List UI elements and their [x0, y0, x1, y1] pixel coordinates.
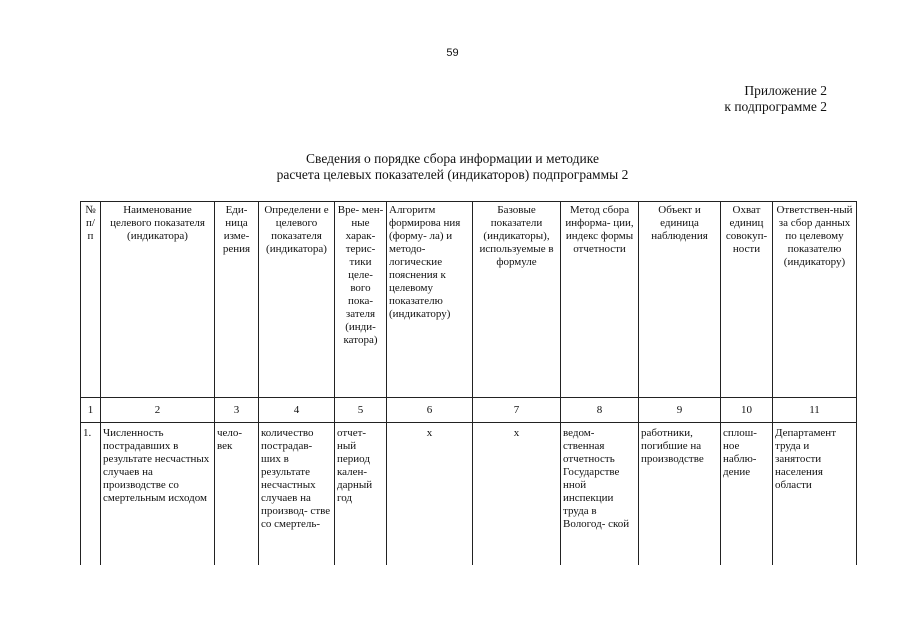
column-number: 10 — [721, 398, 773, 423]
column-number: 9 — [639, 398, 721, 423]
title-line-1: Сведения о порядке сбора информации и методике — [306, 151, 599, 166]
header-cell-method: Метод сбора информа- ции, индекс формы отчетности — [561, 202, 639, 398]
header-cell-name: Наименование целевого показателя (индикатора) — [101, 202, 215, 398]
indicator-time: отчет- ный период кален- дарный год — [335, 423, 387, 566]
column-number: 8 — [561, 398, 639, 423]
row-number: 1. — [81, 423, 101, 566]
column-number: 4 — [259, 398, 335, 423]
column-number: 6 — [387, 398, 473, 423]
indicators-table — [80, 201, 857, 565]
header-cell-definition: Определени е целевого показателя (индикатора) — [259, 202, 335, 398]
appendix-line-2: к подпрограмме 2 — [724, 99, 827, 114]
indicator-unit: чело- век — [215, 423, 259, 566]
column-number: 1 — [81, 398, 101, 423]
header-cell-coverage: Охват единиц совокуп- ности — [721, 202, 773, 398]
page-number: 59 — [446, 47, 459, 59]
column-number: 2 — [101, 398, 215, 423]
header-cell-algorithm: Алгоритм формирова ния (форму- ла) и методо- логические пояснения к целевому показателю (индикатору) — [387, 202, 473, 398]
indicator-method: ведом- ственная отчетность Государстве нной инспекции труда в Вологод- ской — [561, 423, 639, 566]
column-number: 3 — [215, 398, 259, 423]
indicator-algorithm: х — [387, 423, 473, 566]
header-cell-num: № п/ п — [81, 202, 101, 398]
title-line-2: расчета целевых показателей (индикаторов) подпрограммы 2 — [276, 167, 629, 182]
header-row — [81, 202, 857, 398]
indicator-object: работники, погибшие на производстве — [639, 423, 721, 566]
header-cell-time: Вре- мен- ные харак- терис- тики целе- вого пока- зателя (инди- катора) — [335, 202, 387, 398]
indicator-base: х — [473, 423, 561, 566]
column-number: 11 — [773, 398, 857, 423]
document-title — [0, 151, 905, 183]
header-cell-object: Объект и единица наблюдения — [639, 202, 721, 398]
appendix-line-1: Приложение 2 — [744, 83, 827, 98]
header-cell-responsible: Ответствен-ный за сбор данных по целевому показателю (индикатору) — [773, 202, 857, 398]
header-cell-base: Базовые показатели (индикаторы), используемые в формуле — [473, 202, 561, 398]
indicator-coverage: сплош- ное наблю- дение — [721, 423, 773, 566]
table-row — [81, 423, 857, 566]
indicator-name: Численность пострадавших в результате несчастных случаев на производстве со смертельным исходом — [101, 423, 215, 566]
indicator-definition: количество пострадав- ших в результате несчастных случаев на производ- стве со смертель- — [259, 423, 335, 566]
column-numbers-row — [81, 398, 857, 423]
header-cell-unit: Еди- ница изме- рения — [215, 202, 259, 398]
column-number: 7 — [473, 398, 561, 423]
indicator-responsible: Департамент труда и занятости населения области — [773, 423, 857, 566]
column-number: 5 — [335, 398, 387, 423]
appendix-note — [724, 83, 827, 115]
